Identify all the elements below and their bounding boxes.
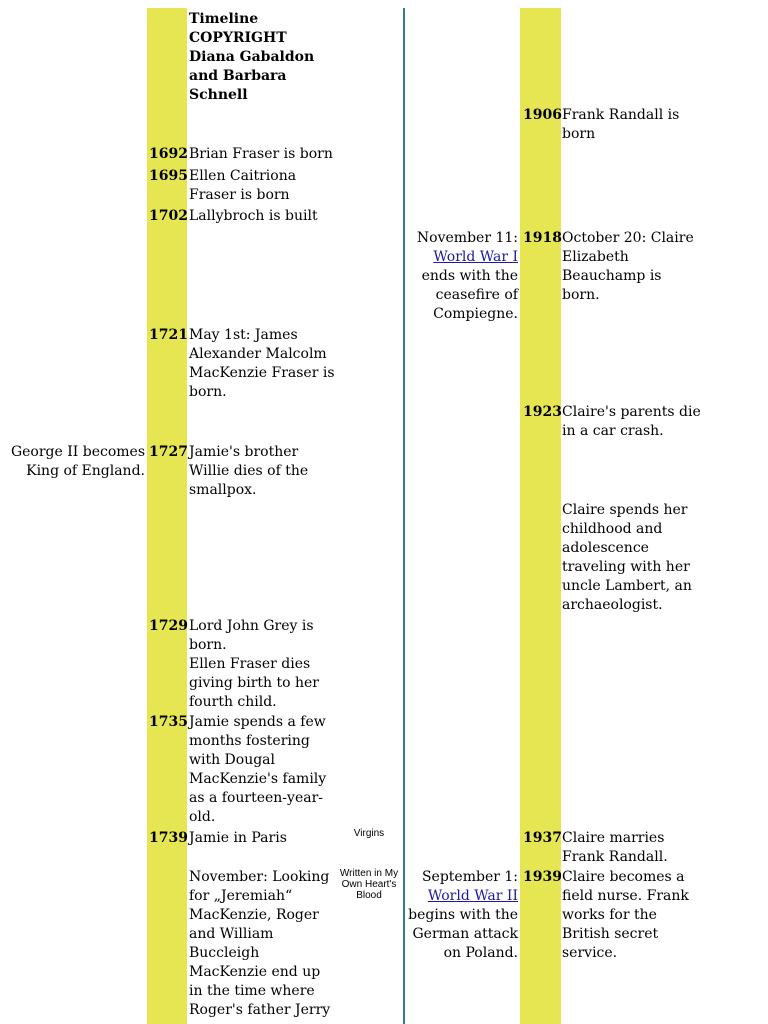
year-label: 1739 — [149, 830, 188, 846]
event-line: born — [562, 126, 596, 142]
event-line: archaeologist. — [562, 597, 663, 613]
note-line: Written in My — [339, 868, 399, 879]
note-line: German attack — [412, 926, 518, 942]
event-line: service. — [562, 945, 618, 961]
year-label: 1721 — [149, 327, 188, 343]
year-label: 1729 — [149, 618, 188, 634]
event-line: with Dougal — [189, 752, 276, 768]
year-label: 1727 — [149, 444, 188, 460]
event-line: MacKenzie's family — [189, 771, 327, 787]
timeline-event — [562, 229, 702, 305]
note-line: Own Heart's — [341, 879, 397, 890]
event-line: in a car crash. — [562, 423, 664, 439]
event-line: Lallybroch is built — [189, 208, 318, 224]
header-line: COPYRIGHT — [189, 30, 287, 46]
event-line: as a fourteen-year- — [189, 790, 324, 806]
event-line: Ellen Caitriona — [189, 168, 297, 184]
timeline-event — [562, 868, 702, 963]
event-line: born. — [189, 637, 227, 653]
timeline-event — [189, 207, 339, 226]
header-line: Schnell — [189, 87, 248, 103]
year-label: 1906 — [523, 107, 562, 123]
event-line: born. — [189, 384, 227, 400]
world-war-i-link[interactable]: World War I — [433, 249, 518, 265]
book-note-written-in-my-own-hearts-blood — [333, 868, 405, 901]
header-line: Diana Gabaldon — [189, 49, 315, 65]
year-label: 1692 — [149, 146, 188, 162]
event-line: Jamie's brother — [189, 444, 299, 460]
event-line: Ellen Fraser dies — [189, 656, 311, 672]
note-line: Compiegne. — [433, 306, 518, 322]
event-line: giving birth to her — [189, 675, 319, 691]
event-line: Claire becomes a — [562, 869, 685, 885]
event-line: Frank Randall. — [562, 849, 668, 865]
timeline-event — [189, 167, 339, 205]
event-line: MacKenzie end up — [189, 964, 321, 980]
event-line: Fraser is born — [189, 187, 290, 203]
world-war-ii-link[interactable]: World War II — [427, 888, 518, 904]
note-line: George II becomes — [10, 444, 145, 460]
event-line: Brian Fraser is born — [189, 146, 333, 162]
timeline-event — [189, 868, 339, 1020]
timeline-event — [189, 617, 339, 712]
note-line: November 11: — [416, 230, 518, 246]
event-line: in the time where — [189, 983, 315, 999]
event-line: Lord John Grey is — [189, 618, 314, 634]
event-line: fourth child. — [189, 694, 277, 710]
timeline-event — [189, 326, 339, 402]
timeline-event — [189, 145, 339, 164]
event-line: adolescence — [562, 540, 649, 556]
timeline-event — [562, 829, 702, 867]
event-line: MacKenzie Fraser is — [189, 365, 335, 381]
event-line: uncle Lambert, an — [562, 578, 692, 594]
note-line: on Poland. — [443, 945, 518, 961]
event-line: works for the — [562, 907, 657, 923]
header-line: Timeline — [189, 11, 259, 27]
world-event-note — [405, 229, 518, 324]
note-line: September 1: — [421, 869, 518, 885]
year-label: 1702 — [149, 208, 188, 224]
event-line: old. — [189, 809, 216, 825]
event-line: Jamie in Paris — [189, 830, 287, 846]
timeline-event — [562, 501, 702, 615]
event-line: May 1st: James — [189, 327, 298, 343]
timeline-header — [189, 10, 339, 105]
event-line: Roger's father Jerry — [189, 1002, 331, 1018]
event-line: and William — [189, 926, 274, 942]
note-line: King of England. — [26, 463, 145, 479]
event-line: Willie dies of the — [189, 463, 309, 479]
event-line: childhood and — [562, 521, 663, 537]
year-label: 1923 — [523, 404, 562, 420]
world-event-note — [0, 443, 145, 481]
timeline-event — [189, 443, 339, 500]
note-line: Blood — [356, 890, 382, 901]
note-line: begins with the — [408, 907, 518, 923]
event-line: Frank Randall is — [562, 107, 680, 123]
event-line: born. — [562, 287, 600, 303]
year-label: 1939 — [523, 869, 562, 885]
header-line: and Barbara — [189, 68, 287, 84]
event-line: Alexander Malcolm — [189, 346, 327, 362]
event-line: Elizabeth — [562, 249, 629, 265]
timeline-event — [189, 829, 339, 848]
event-line: MacKenzie, Roger — [189, 907, 319, 923]
note-line: Virgins — [353, 828, 385, 839]
event-line: Claire marries — [562, 830, 665, 846]
book-note-virgins — [335, 828, 403, 839]
event-line: Buccleigh — [189, 945, 260, 961]
timeline-event — [189, 713, 339, 827]
year-label: 1735 — [149, 714, 188, 730]
event-line: Claire's parents die — [562, 404, 701, 420]
year-label: 1918 — [523, 230, 562, 246]
timeline-event — [562, 403, 702, 441]
event-line: field nurse. Frank — [562, 888, 689, 904]
event-line: smallpox. — [189, 482, 257, 498]
event-line: British secret — [562, 926, 659, 942]
year-label: 1937 — [523, 830, 562, 846]
event-line: October 20: Claire — [562, 230, 694, 246]
world-event-note — [405, 868, 518, 963]
event-line: for „Jeremiah“ — [189, 888, 293, 904]
note-line: ceasefire of — [435, 287, 518, 303]
event-line: Jamie spends a few — [189, 714, 326, 730]
event-line: November: Looking — [189, 869, 330, 885]
event-line: Claire spends her — [562, 502, 688, 518]
event-line: months fostering — [189, 733, 310, 749]
event-line: Beauchamp is — [562, 268, 662, 284]
timeline-event — [562, 106, 702, 144]
year-label: 1695 — [149, 168, 188, 184]
event-line: traveling with her — [562, 559, 690, 575]
note-line: ends with the — [421, 268, 518, 284]
